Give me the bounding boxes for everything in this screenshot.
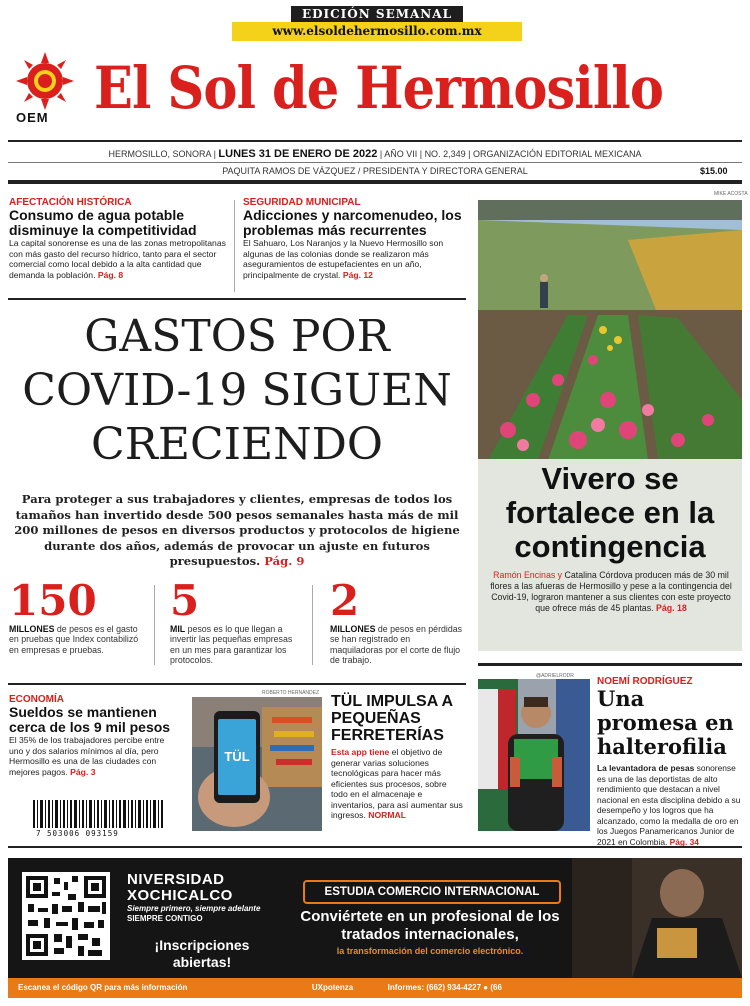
stat-unit: MILLONES [9, 624, 55, 634]
photo-credit: MIKE ACOSTA [714, 191, 748, 197]
divider [154, 585, 155, 665]
story-names: Ramón Encinas y [493, 570, 563, 580]
ad-headline: Conviértete en un profesional de los tratados internacionales, [300, 908, 560, 943]
qr-code-icon[interactable] [22, 872, 110, 960]
stat-text [330, 624, 465, 666]
dateline-number: NO. 2,349 [424, 149, 466, 159]
story-kicker: SEGURIDAD MUNICIPAL [243, 197, 361, 208]
divider [312, 585, 313, 665]
story-headline[interactable]: Una promesa en halterofilia [597, 686, 734, 759]
page-ref[interactable]: Pág. 34 [669, 836, 699, 847]
lead-headline[interactable] [8, 310, 466, 472]
story-halterofilia[interactable] [597, 676, 745, 847]
story-headline[interactable]: Adicciones y narcomenudeo, los problemas más recurrentes [243, 207, 462, 238]
partner-logo: UXpotenza [311, 983, 354, 992]
story-text: Catalina Córdova producen más de 30 mil flores a las afueras de Hermosillo y pese a la contingencia del Covid-19, lograron mantener a sus clientes con este proyecto que ofrece más de 45 plantas. [490, 570, 732, 613]
university-name-line: XOCHICALCO [127, 887, 233, 904]
stat-desc: de pesos es el gasto en pruebas que Index contabilizó en empresas e pruebas. [9, 624, 139, 655]
university-slogan: Siempre primero, siempre adelante [127, 904, 261, 913]
stat-2 [330, 576, 465, 666]
photo-credit: @ADRIELRODR [536, 673, 574, 679]
stat-number: 5 [170, 576, 200, 625]
divider [8, 162, 742, 163]
stat-desc: de pesos en pérdidas se han registrado en maquiladoras por el corte de flujo de trabajo. [330, 624, 463, 666]
barcode-icon [33, 800, 163, 828]
divider [478, 663, 742, 666]
ad-businessman-photo [572, 858, 742, 978]
story-text: El 35% de los trabajadores percibe entre uno y dos salarios mínimos al día, pero Hermosillo es una de las ciudades con mejores pagos. [9, 735, 165, 777]
vivero-body [488, 570, 734, 614]
page-ref[interactable]: Pág. 9 [264, 554, 305, 568]
stat-150 [9, 576, 149, 655]
page-ref[interactable]: Pág. 8 [97, 269, 124, 280]
ad-phone-extra: (66 [490, 983, 502, 992]
story-seguridad[interactable] [243, 197, 465, 280]
story-agua[interactable] [9, 197, 229, 280]
dateline: HERMOSILLO, SONORA | LUNES 31 DE ENERO DE 2022 | AÑO VII | NO. 2,349 | ORGANIZACIÓN EDITORIAL MEXICANA [108, 148, 642, 160]
divider [8, 298, 466, 300]
story-headline[interactable]: Consumo de agua potable disminuye la competitividad [9, 207, 197, 238]
story-text: sonorense es una de las deportistas de alto rendimiento que destacan a nivel nacional en esta disciplina debido a su desempeño y los logros que ha alcanzado, como la medalla de oro en los Juegos Panamericanos Junior de 2021 en Colombia. [597, 763, 741, 847]
story-body [331, 747, 463, 821]
greenhouse-photo[interactable] [478, 200, 742, 460]
stat-unit: MIL [170, 624, 186, 634]
lead-dek-text: Para proteger a sus trabajadores y clientes, empresas de todos los tamaños han invertido desde 500 pesos semanales hasta más de mil 200 millones de pesos en diversos productos y protocolos de higiene durante dos años, además de provocar un ajuste en futuros presupuestos. [14, 492, 460, 568]
stat-5 [170, 576, 300, 666]
story-body [597, 763, 745, 847]
story-body [9, 238, 229, 280]
tul-screen-text: TÜL [224, 749, 250, 764]
director-line: PAQUITA RAMOS DE VÁZQUEZ / PRESIDENTA Y DIRECTORA GENERAL [222, 166, 528, 176]
story-text: el objetivo de generar varias soluciones tecnológicas para hacer más eficientes sus procesos, sobre todo en el almacenaje e inventarios, para así aumentar sus ingresos. [331, 747, 463, 820]
vivero-headline[interactable]: Vivero se fortalece en la contingencia [505, 461, 715, 564]
inscripciones-text: ¡Inscripciones abiertas! [154, 937, 250, 970]
lead-headline-line: COVID-19 SIGUEN [22, 365, 452, 416]
story-headline[interactable]: TÜL IMPULSA A PEQUEÑAS FERRETERÍAS [331, 693, 453, 744]
page-ref[interactable]: Pág. 18 [656, 603, 687, 613]
story-headline[interactable]: Sueldos se mantienen cerca de los 9 mil pesos [9, 704, 171, 735]
story-lead-in: Esta app tiene [331, 747, 390, 757]
story-kicker: AFECTACIÓN HISTÓRICA [9, 197, 132, 208]
page-ref[interactable]: Pág. 3 [70, 766, 96, 777]
masthead-title: El Sol de Hermosillo [94, 54, 664, 122]
ad-footer-text [18, 983, 738, 992]
divider [8, 846, 742, 848]
story-body [243, 238, 465, 280]
lead-headline-line: CRECIENDO [91, 419, 383, 470]
university-slogan: SIEMPRE CONTIGO [127, 914, 203, 923]
ad-phone[interactable]: Informes: (662) 934-4227 [387, 983, 482, 992]
qr-caption: Escanea el código QR para más información [18, 983, 188, 992]
story-text: El Sahuaro, Los Naranjos y la Nuevo Hermosillo son algunas de las colonias donde se realizaron más aseguramientos de estupefacientes en un año, principalmente de crystal. [243, 238, 444, 280]
story-tul[interactable] [331, 693, 463, 821]
story-kicker: ECONOMÍA [9, 694, 64, 705]
barcode-number: 7 503006 093159 [36, 829, 119, 838]
estudia-button[interactable]: ESTUDIA COMERCIO INTERNACIONAL [303, 880, 561, 904]
website-url[interactable]: www.elsoldehermosillo.com.mx [232, 22, 522, 41]
stat-text [170, 624, 300, 666]
dateline-date: LUNES 31 DE ENERO DE 2022 [218, 148, 378, 160]
university-name-line: NIVERSIDAD [127, 871, 225, 888]
story-text: La capital sonorense es una de las zonas metropolitanas con más gasto del recurso hídrico, tanto para el sector comercial como local debido a la alta cantidad que demanda la población. [9, 238, 226, 280]
stat-text [9, 624, 149, 655]
dateline-org: ORGANIZACIÓN EDITORIAL MEXICANA [472, 149, 642, 159]
phone-tools-photo[interactable] [192, 697, 322, 831]
stat-desc: pesos es lo que llegan a invertir las pequeñas empresas en un mes para garantizar los protocolos. [170, 624, 293, 666]
oem-logo: OEM [16, 110, 49, 125]
sun-logo-icon [14, 50, 76, 112]
divider [8, 180, 742, 184]
stat-unit: MILLONES [330, 624, 376, 634]
lead-dek [8, 492, 466, 570]
stat-number: 150 [9, 576, 97, 625]
whatsapp-icon: ● [483, 983, 489, 992]
divider [234, 200, 235, 292]
photo-credit: ROBERTO HERNÁNDEZ [262, 690, 320, 696]
stat-number: 2 [330, 576, 360, 625]
story-body [9, 735, 174, 777]
lead-headline-line: GASTOS POR [84, 311, 390, 362]
edition-banner: EDICIÓN SEMANAL [291, 6, 463, 22]
story-kicker: NOEMÍ RODRÍGUEZ [597, 676, 693, 687]
ad-subheadline: la transformación del comercio electrónico. [336, 946, 524, 956]
divider [8, 683, 466, 685]
dateline-city: HERMOSILLO, SONORA [108, 149, 212, 159]
story-lead-in: La levantadora de pesas [597, 763, 695, 773]
story-economia[interactable] [9, 694, 174, 777]
price: $15.00 [700, 166, 728, 176]
page-ref[interactable]: Pág. 12 [342, 269, 373, 280]
weightlifter-photo[interactable] [478, 679, 590, 831]
section-ref[interactable]: NORMAL [368, 810, 406, 820]
university-logo [127, 872, 287, 924]
divider [8, 140, 742, 142]
dateline-year: AÑO VII [384, 149, 418, 159]
